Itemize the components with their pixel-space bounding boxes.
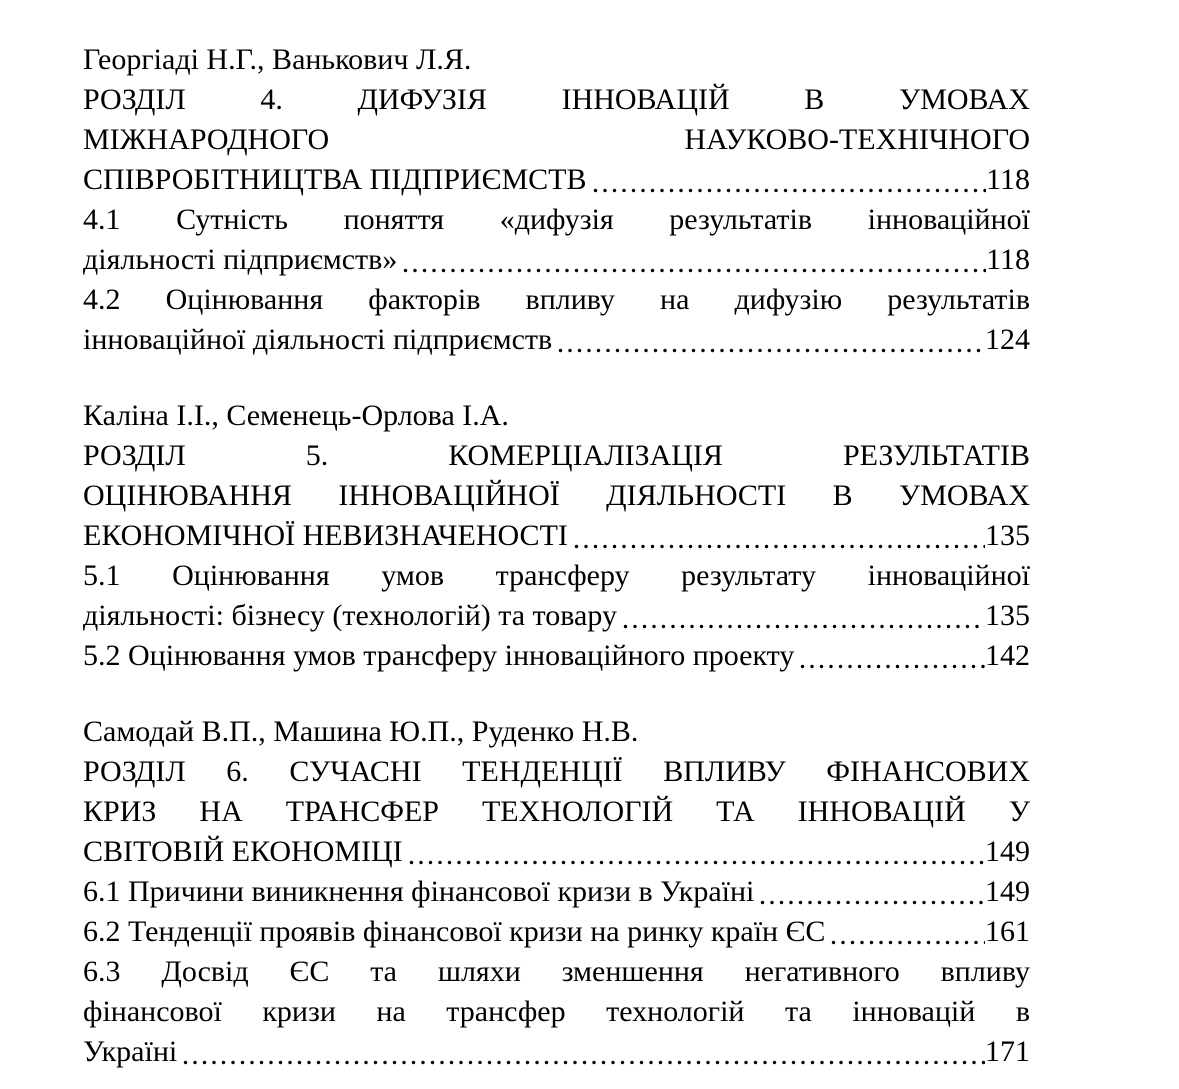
toc-entry-line: 5.1 Оцінювання умов трансферу результату інноваційної (83, 559, 1030, 592)
entry-text: 6.2 Тенденції проявів фінансової кризи на ринку країн ЄС (83, 915, 826, 948)
entry-text: 6.1 Причини виникнення фінансової кризи в Україні (83, 875, 755, 908)
dot-leader (403, 268, 986, 273)
entry-text: інноваційної діяльності підприємств (83, 323, 553, 356)
page-number: 135 (985, 599, 1030, 632)
entry-text: ЕКОНОМІЧНОЇ НЕВИЗНАЧЕНОСТІ (83, 519, 568, 552)
page-number: 118 (986, 163, 1030, 196)
table-of-contents (83, 40, 1030, 1072)
page-number: 149 (985, 835, 1030, 868)
toc-entry-line (83, 912, 1030, 952)
dot-leader (623, 624, 985, 629)
toc-entry-line (83, 240, 1030, 280)
page-number: 142 (985, 639, 1030, 672)
chapter-title-line: ОЦІНЮВАННЯ ІННОВАЦІЙНОЇ ДІЯЛЬНОСТІ В УМОВАХ (83, 479, 1030, 512)
authors-line: Самодай В.П., Машина Ю.П., Руденко Н.В. (83, 715, 639, 748)
page-number: 135 (985, 519, 1030, 552)
toc-entry-line: 4.2 Оцінювання факторів впливу на дифузію результатів (83, 283, 1030, 316)
page-number: 118 (986, 243, 1030, 276)
chapter-title-line (83, 516, 1030, 556)
entry-text: Україні (83, 1035, 178, 1068)
chapter-title-line (83, 160, 1030, 200)
chapter-title-line: МІЖНАРОДНОГО НАУКОВО-ТЕХНІЧНОГО (83, 123, 1030, 156)
chapter-title-line (83, 832, 1030, 872)
dot-leader (760, 900, 985, 905)
dot-leader (593, 188, 987, 193)
dot-leader (183, 1060, 985, 1065)
entry-text: СПІВРОБІТНИЦТВА ПІДПРИЄМСТВ (83, 163, 587, 196)
entry-text: діяльності підприємств» (83, 243, 398, 276)
chapter-title-line: РОЗДІЛ 4. ДИФУЗІЯ ІННОВАЦІЙ В УМОВАХ (83, 83, 1030, 116)
toc-entry-line (83, 320, 1030, 360)
dot-leader (558, 348, 985, 353)
toc-entry-line (83, 1032, 1030, 1072)
entry-text: діяльності: бізнесу (технологій) та товару (83, 599, 617, 632)
entry-text: СВІТОВІЙ ЕКОНОМІЦІ (83, 835, 403, 868)
page-number: 171 (985, 1035, 1030, 1068)
page-number: 161 (985, 915, 1030, 948)
dot-leader (409, 860, 985, 865)
dot-leader (831, 940, 985, 945)
chapter-title-line: РОЗДІЛ 6. СУЧАСНІ ТЕНДЕНЦІЇ ВПЛИВУ ФІНАНСОВИХ (83, 755, 1030, 788)
toc-section-rozdil-6 (83, 712, 1030, 1072)
toc-entry-line: фінансової кризи на трансфер технологій та інновацій в (83, 995, 1030, 1028)
page-number: 149 (985, 875, 1030, 908)
dot-leader (574, 544, 985, 549)
toc-section-rozdil-5 (83, 396, 1030, 676)
chapter-title-line: КРИЗ НА ТРАНСФЕР ТЕХНОЛОГІЙ ТА ІННОВАЦІЙ У (83, 795, 1030, 828)
entry-text: 5.2 Оцінювання умов трансферу інноваційного проекту (83, 639, 795, 672)
toc-entry-line (83, 636, 1030, 676)
toc-entry-line: 4.1 Сутність поняття «дифузія результатів інноваційної (83, 203, 1030, 236)
page-number: 124 (985, 323, 1030, 356)
toc-entry-line: 6.3 Досвід ЄС та шляхи зменшення негативного впливу (83, 955, 1030, 988)
toc-entry-line (83, 872, 1030, 912)
toc-section-rozdil-4 (83, 40, 1030, 360)
authors-line: Георгіаді Н.Г., Ванькович Л.Я. (83, 43, 472, 76)
toc-entry-line (83, 596, 1030, 636)
dot-leader (800, 664, 985, 669)
authors-line: Каліна І.І., Семенець-Орлова І.А. (83, 399, 509, 432)
chapter-title-line: РОЗДІЛ 5. КОМЕРЦІАЛІЗАЦІЯ РЕЗУЛЬТАТІВ (83, 439, 1030, 472)
